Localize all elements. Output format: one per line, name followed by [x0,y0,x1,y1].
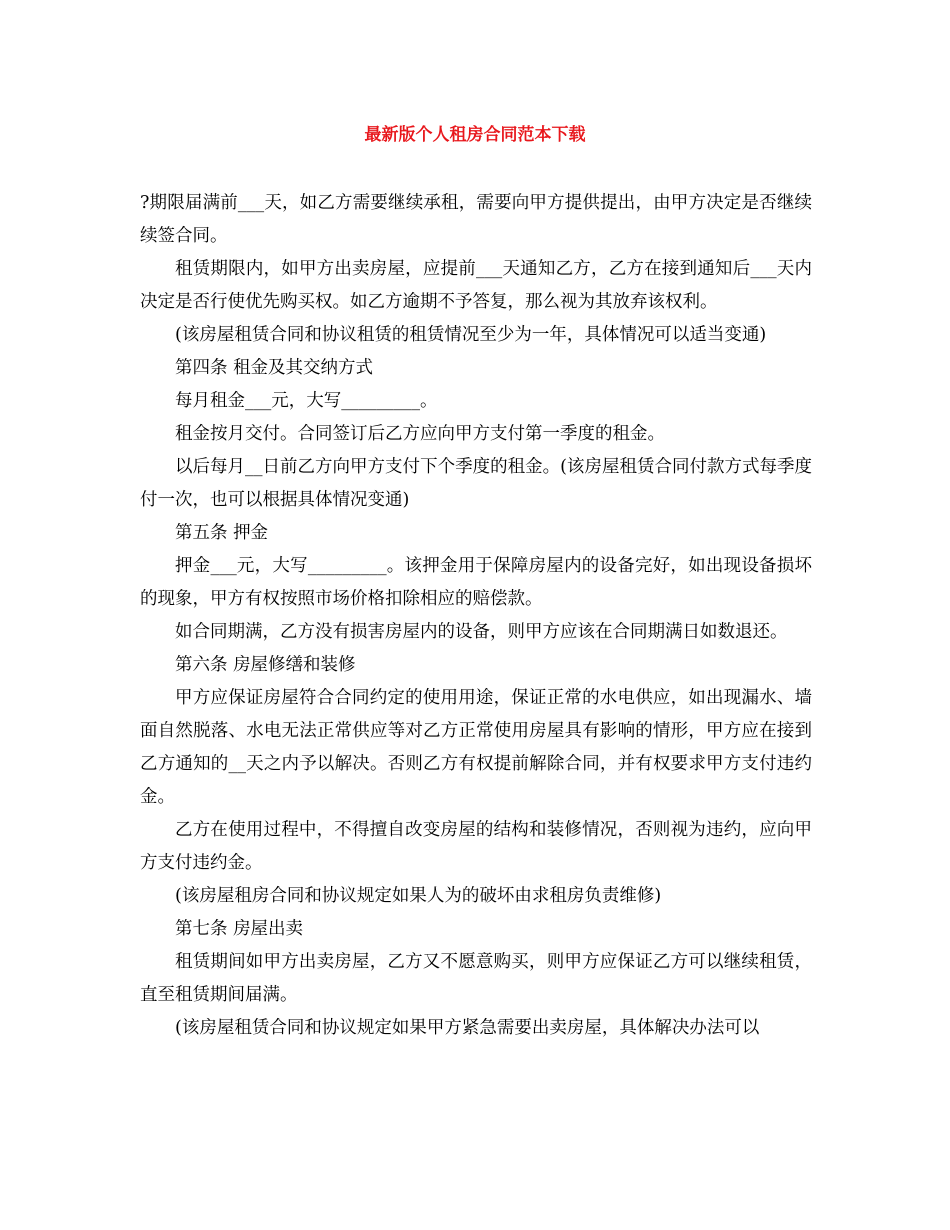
body-paragraph: 甲方应保证房屋符合合同约定的使用用途，保证正常的水电供应，如出现漏水、墙面自然脱落、水电无法正常供应等对乙方正常使用房屋具有影响的情形，甲方应在接到乙方通知的__天之内予以解决。否则乙方有权提前解除合同，并有权要求甲方支付违约金。 [140,688,812,807]
body-paragraph: 租赁期限内，如甲方出卖房屋，应提前___天通知乙方，乙方在接到通知后___天内决定是否行使优先购买权。如乙方逾期不予答复，那么视为其放弃该权利。 [140,259,812,312]
body-paragraph: (该房屋租房合同和协议规定如果人为的破坏由求租房负责维修) [175,886,662,906]
document-body [140,187,812,1045]
body-paragraph: 乙方在使用过程中，不得擅自改变房屋的结构和装修情况，否则视为违约，应向甲方支付违约金。 [140,820,812,873]
body-paragraph: (该房屋租赁合同和协议规定如果甲方紧急需要出卖房屋，具体解决办法可以 [175,1018,760,1038]
body-paragraph: 租赁期间如甲方出卖房屋，乙方又不愿意购买，则甲方应保证乙方可以继续租赁，直至租赁期间届满。 [140,952,812,1005]
body-paragraph: (该房屋租赁合同和协议租赁的租赁情况至少为一年，具体情况可以适当变通) [175,325,767,345]
body-paragraph: 第五条 押金 [175,523,269,543]
document-title: 最新版个人租房合同范本下载 [364,125,586,145]
body-paragraph: 第六条 房屋修缮和装修 [175,655,356,675]
body-paragraph: 第七条 房屋出卖 [175,919,304,939]
body-paragraph: 押金___元，大写_________。该押金用于保障房屋内的设备完好，如出现设备损坏的现象，甲方有权按照市场价格扣除相应的赔偿款。 [140,556,812,609]
body-paragraph: 以后每月__日前乙方向甲方支付下个季度的租金。(该房屋租赁合同付款方式每季度付一次，也可以根据具体情况变通) [140,457,812,510]
body-paragraph: 租金按月交付。合同签订后乙方应向甲方支付第一季度的租金。 [175,424,665,444]
body-paragraph: ?期限届满前___天，如乙方需要继续承租，需要向甲方提供提出，由甲方决定是否继续续签合同。 [140,193,812,246]
body-paragraph: 第四条 租金及其交纳方式 [175,358,374,378]
body-paragraph: 如合同期满，乙方没有损害房屋内的设备，则甲方应该在合同期满日如数退还。 [175,622,788,642]
body-paragraph: 每月租金___元，大写_________。 [175,391,438,411]
